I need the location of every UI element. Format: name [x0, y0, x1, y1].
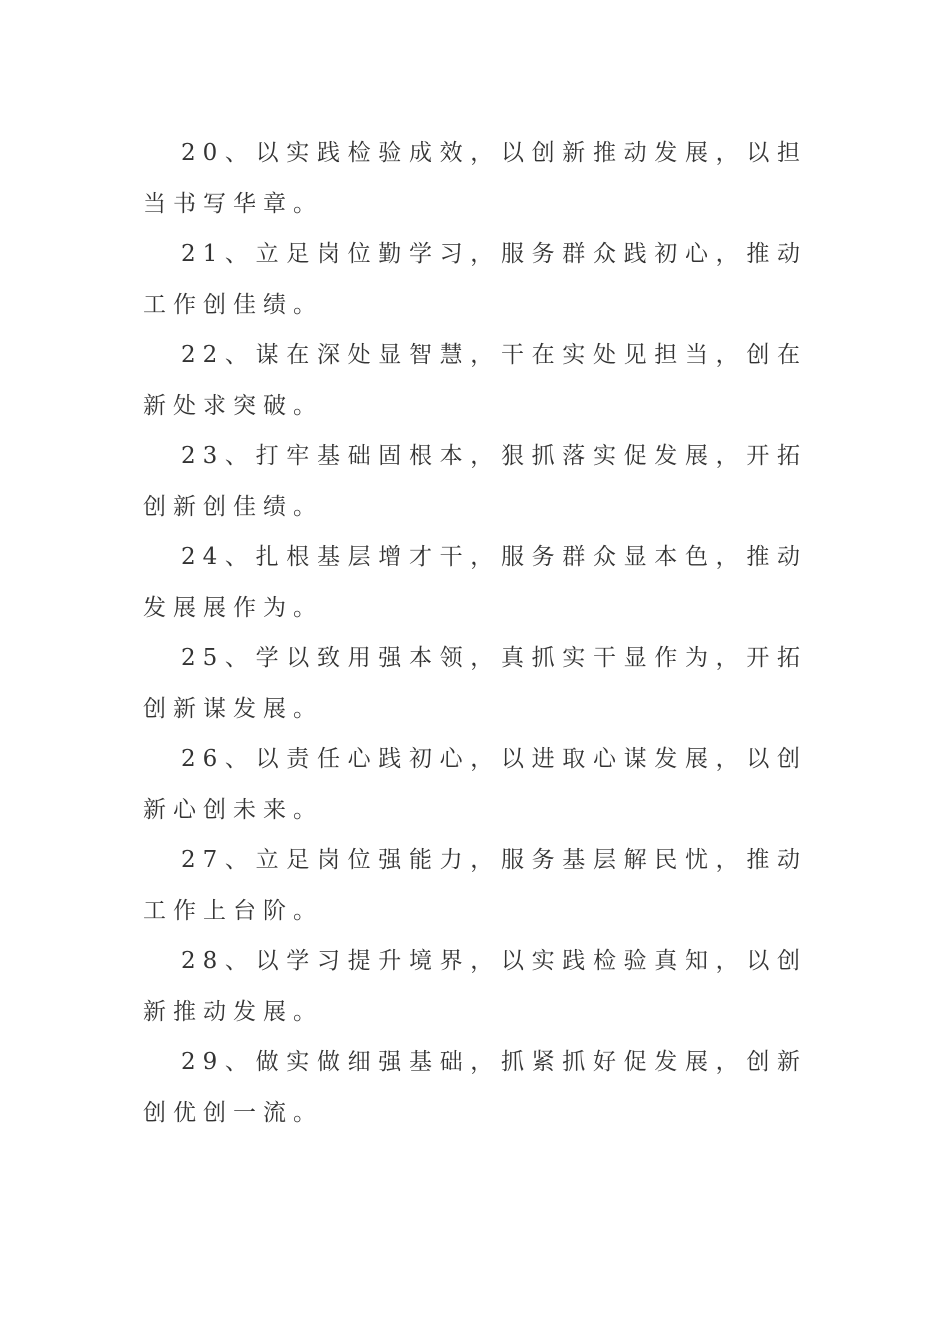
list-item: 21、立足岗位勤学习，服务群众践初心，推动工作创佳绩。: [143, 241, 807, 318]
list-item: 22、谋在深处显智慧，干在实处见担当，创在新处求突破。: [143, 342, 807, 419]
list-item: 24、扎根基层增才干，服务群众显本色，推动发展展作为。: [143, 544, 807, 621]
list-item: 29、做实做细强基础，抓紧抓好促发展，创新创优创一流。: [143, 1049, 807, 1126]
list-item: 25、学以致用强本领，真抓实干显作为，开拓创新谋发展。: [143, 645, 807, 722]
list-item: 28、以学习提升境界，以实践检验真知，以创新推动发展。: [143, 948, 807, 1025]
list-item: 27、立足岗位强能力，服务基层解民忧，推动工作上台阶。: [143, 847, 807, 924]
list-item: 20、以实践检验成效，以创新推动发展，以担当书写华章。: [143, 140, 807, 217]
list-item: 26、以责任心践初心，以进取心谋发展，以创新心创未来。: [143, 746, 807, 823]
list-item: 23、打牢基础固根本，狠抓落实促发展，开拓创新创佳绩。: [143, 443, 807, 520]
document-body: [143, 128, 807, 1138]
